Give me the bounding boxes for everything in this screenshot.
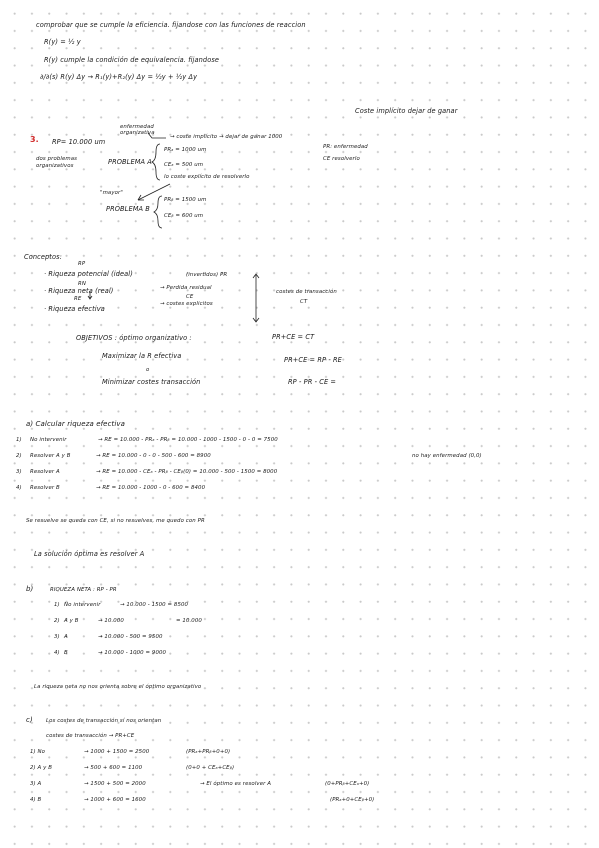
equation-3: RP - PR - CE = xyxy=(288,378,337,386)
c-row-3-extra: → El óptimo es resolver A xyxy=(200,781,272,787)
equation-2: PR+CE = RP - RE xyxy=(284,356,342,364)
b-row-3-num: 3) xyxy=(54,634,60,640)
section-a-title: a) Calcular riqueza efectiva xyxy=(26,420,126,428)
costes-transaccion: costes de transacción xyxy=(276,289,337,295)
ce-b: CEᵦ = 600 um xyxy=(164,213,204,219)
c-row-1-num: 1) No xyxy=(30,749,46,755)
objetivos-title: OBJETIVOS : óptimo organizativo : xyxy=(76,334,192,342)
a-row-2-calc: → RE = 10.000 - 0 - 0 - 500 - 600 = 8900 xyxy=(96,453,211,459)
b-row-2-calc: → 10.000 xyxy=(98,618,124,624)
b-row-1-label: No intervenir xyxy=(64,602,101,608)
c-row-4-extra: (PRₐ+0+CEᵦ+0) xyxy=(330,797,375,803)
b-row-1-calc: → 10.000 - 1500 = 8500 xyxy=(120,602,189,608)
intro-line-1: comprobar que se cumple la eficiencia. fijandose con las funciones de reaccion xyxy=(36,21,306,29)
pr-b: PRᵦ = 1500 um xyxy=(164,197,207,203)
b-row-4-num: 4) xyxy=(54,650,60,656)
intro-line-4: ∂/∂(s) R(y) Δy → R₁(y)+R₂(y) Δy = ½y + ½y Δy xyxy=(40,73,198,81)
dos-problemas: dos problemas organizativos xyxy=(36,156,78,169)
b-row-4-label: B xyxy=(64,650,68,656)
rn-label: RN xyxy=(78,281,86,287)
a-row-2-num: 2) xyxy=(16,453,22,459)
c-row-1-calc: → 1000 + 1500 = 2500 xyxy=(84,749,150,755)
riqueza-efectiva: · Riqueza efectiva xyxy=(44,305,105,313)
a-row-2-note: no hay enfermedad (0,0) xyxy=(412,453,482,459)
ct-label: CT xyxy=(300,299,308,305)
c-row-2-extra: (0+0 + CEₐ+CEᵦ) xyxy=(186,765,235,771)
problema-b-label: PROBLEMA B xyxy=(106,205,150,213)
a-row-3-label: Resolver A xyxy=(30,469,60,475)
c-row-2-calc: → 500 + 600 = 1100 xyxy=(84,765,143,771)
c-row-1-extra: (PRₐ+PRᵦ+0+0) xyxy=(186,749,231,755)
b-row-4-calc: → 10.000 - 1000 = 9000 xyxy=(98,650,167,656)
maximizar: Maximizar la R efectiva xyxy=(102,352,182,360)
section-b-title: b) xyxy=(26,585,34,593)
b-row-2-result: = 10.000 xyxy=(176,618,202,624)
b-conclusion: La riqueza neta no nos orienta sobre el óptimo organizativo xyxy=(34,684,202,690)
equation-1: PR+CE = CT xyxy=(272,333,315,341)
minimizar: Minimizar costes transacción xyxy=(102,378,201,386)
a-conclusion-1: Se resuelve se queda con CE, si no resuelves, me quedo con PR xyxy=(26,518,205,524)
a-row-1-calc: → RE = 10.000 - PRₐ - PRᵦ = 10.000 - 1000 - 1500 - 0 - 0 = 7500 xyxy=(98,437,278,443)
b-row-3-calc: → 10.000 - 500 = 9500 xyxy=(98,634,163,640)
c-row-3-extra2: (0+PRᵦ+CEₐ+0) xyxy=(325,781,370,787)
b-row-3-label: A xyxy=(64,634,68,640)
invertidos-label: (invertidos) PR xyxy=(186,272,228,278)
a-row-4-num: 4) xyxy=(16,485,22,491)
ce-label: CE xyxy=(186,294,194,300)
coste-implicito-arrow: → coste implícito → dejar de ganar 1000 xyxy=(170,134,283,140)
intro-line-3: R(y) cumple la condición de equivalencia. fijandose xyxy=(44,56,220,64)
enfermedad-label: enfermedad organizativa xyxy=(120,124,155,136)
a-row-4-calc: → RE = 10.000 - 1000 - 0 - 600 = 8400 xyxy=(96,485,206,491)
right-note: Coste implícito dejar de ganar xyxy=(355,107,458,115)
section-b-subtitle: RIQUEZA NETA : RP - PR xyxy=(50,587,117,593)
b-row-2-label: A y B xyxy=(64,618,79,624)
pr-definition: PR: enfermedad xyxy=(323,144,368,150)
problema-a-label: PROBLEMA A xyxy=(108,158,152,166)
a-row-1-label: No intervenir xyxy=(30,437,67,443)
exercise-number: 3. xyxy=(30,135,39,144)
re-label: RE xyxy=(74,296,82,302)
a-row-3-calc: → RE = 10.000 - CEₐ - PRᵦ - CEᵦ(0) = 10.000 - 500 - 1500 = 8000 xyxy=(96,469,278,475)
riqueza-neta: · Riqueza neta (real) xyxy=(44,287,114,295)
a-row-4-label: Resolver B xyxy=(30,485,60,491)
c-row-3-calc: → 1500 + 500 = 2000 xyxy=(84,781,146,787)
a-row-3-num: 3) xyxy=(16,469,22,475)
a-row-1-num: 1) xyxy=(16,437,22,443)
riqueza-potencial: · Riqueza potencial (ideal) xyxy=(44,270,133,278)
conceptos-title: Conceptos: xyxy=(24,253,62,261)
perdida-residual: → Perdida residual xyxy=(160,285,212,291)
b-row-1-num: 1) xyxy=(54,602,60,608)
coste-explicito-note: lo coste explícito de resolverlo xyxy=(164,174,250,180)
ce-a: CEₐ = 500 um xyxy=(164,162,204,168)
or-label: o xyxy=(146,367,150,373)
rp-label: RP xyxy=(78,261,86,267)
section-c-title: c) xyxy=(26,716,33,724)
mayor-label: "mayor" xyxy=(100,190,123,196)
section-c-subtitle: Los costes de transacción sí nos orientan xyxy=(46,718,162,724)
c-row-2-num: 2) A y B xyxy=(30,765,53,771)
rp-value: RP= 10.000 um xyxy=(52,138,106,146)
ce-definition: CE resolverlo xyxy=(323,156,360,162)
intro-line-2: R(y) = ½ y xyxy=(44,38,81,46)
c-row-4-num: 4) B xyxy=(30,797,42,803)
c-row-4-calc: → 1000 + 600 = 1600 xyxy=(84,797,146,803)
a-conclusion-2: La solución óptima es resolver A xyxy=(34,550,145,558)
a-row-2-label: Resolver A y B xyxy=(30,453,71,459)
pr-a: PRₐ = 1000 um xyxy=(164,147,207,153)
costes-explicitos: → costes explicitos xyxy=(160,301,213,307)
b-row-2-num: 2) xyxy=(54,618,60,624)
section-c-formula: costes de transacción → PR+CE xyxy=(46,733,135,739)
c-row-3-num: 3) A xyxy=(30,781,42,787)
